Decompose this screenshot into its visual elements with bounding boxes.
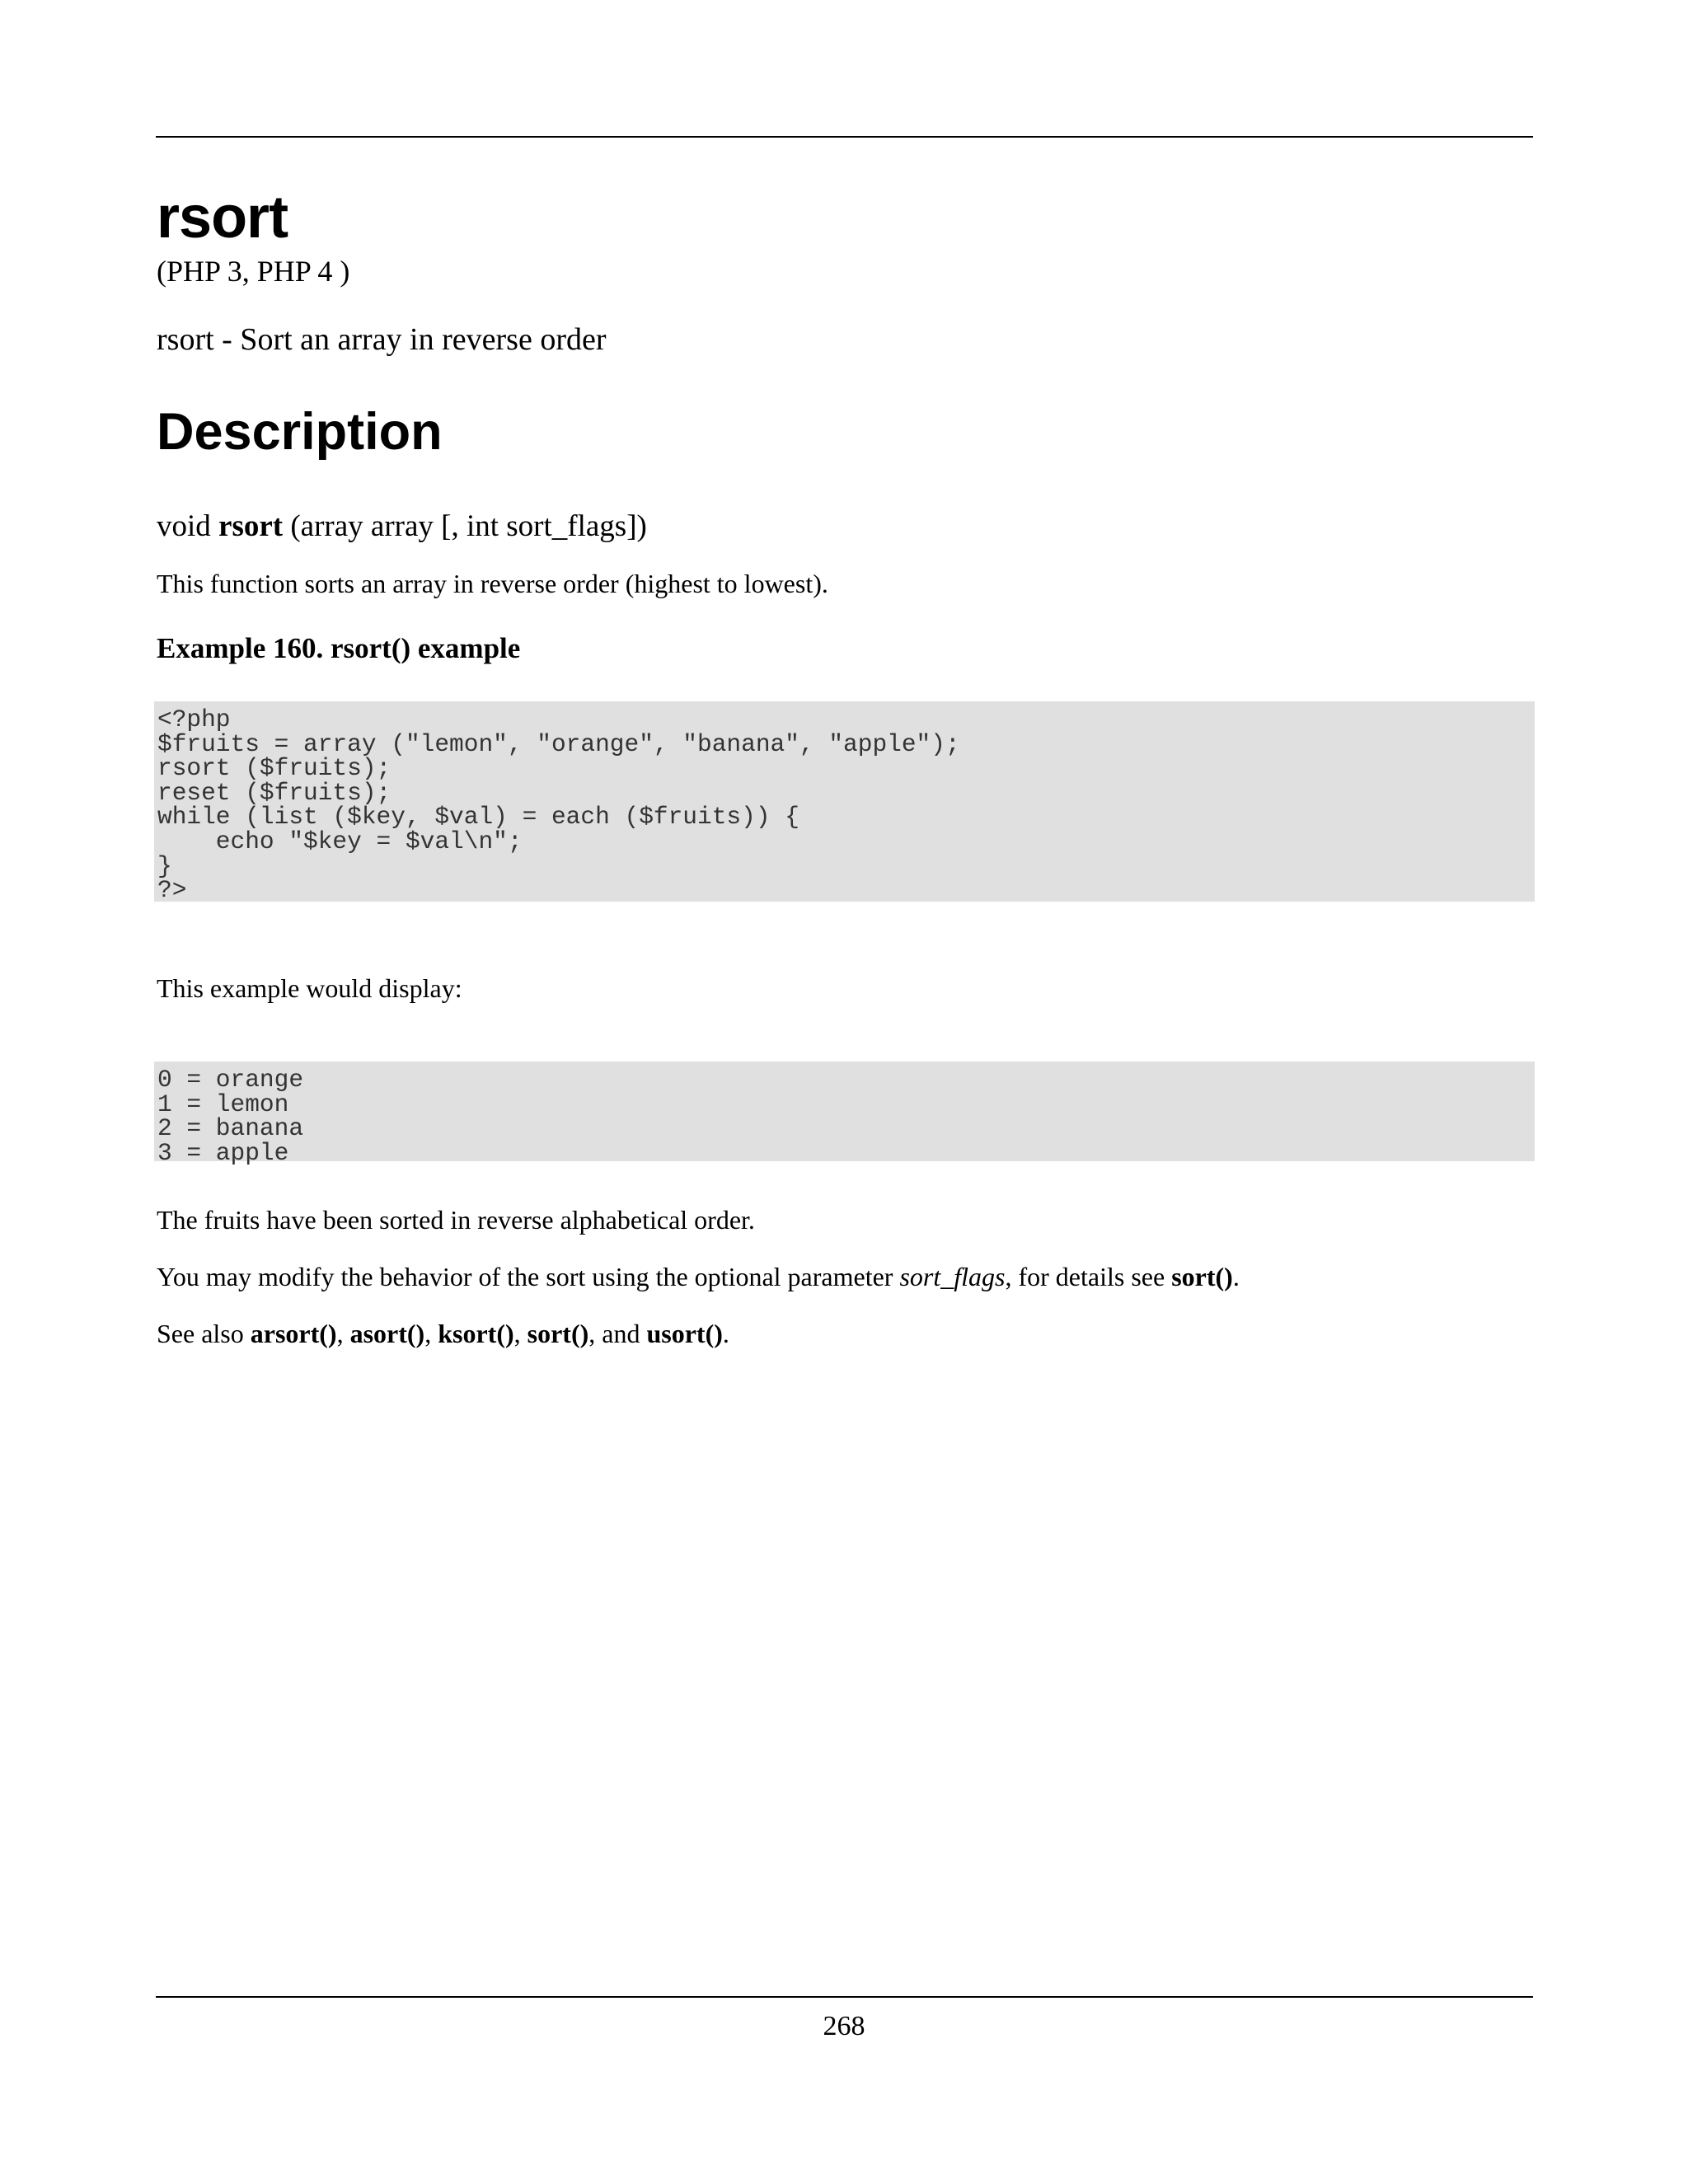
page-number: 268 bbox=[823, 2011, 865, 2041]
example-title: Example 160. rsort() example bbox=[157, 632, 521, 664]
param-sort-flags: sort_flags bbox=[899, 1262, 1006, 1291]
modify-text-middle: , for details see bbox=[1005, 1262, 1172, 1291]
see-also-end: . bbox=[722, 1319, 729, 1348]
separator: , bbox=[513, 1319, 528, 1348]
link-asort[interactable]: asort() bbox=[349, 1319, 425, 1348]
function-params: (array array [, int sort_flags]) bbox=[290, 509, 647, 543]
see-also-paragraph bbox=[157, 1319, 729, 1349]
bottom-rule bbox=[156, 1996, 1533, 1998]
ref-purpose: rsort - Sort an array in reverse order bbox=[157, 322, 607, 357]
separator: , bbox=[424, 1319, 438, 1348]
function-synopsis bbox=[157, 509, 647, 544]
separator: , bbox=[336, 1319, 350, 1348]
function-name: rsort bbox=[218, 509, 284, 543]
page-title: rsort bbox=[157, 185, 288, 251]
link-usort[interactable]: usort() bbox=[646, 1319, 723, 1348]
example-code-block: <?php $fruits = array ("lemon", "orange", "banana", "apple"); rsort ($fruits); reset ($fruits); while (list ($key, $val) = each ($fruits)) { echo "$key = $val\n"; } ?> bbox=[154, 701, 1535, 902]
sorted-note: The fruits have been sorted in reverse alphabetical order. bbox=[157, 1205, 755, 1235]
link-sort[interactable]: sort() bbox=[1171, 1262, 1233, 1291]
intro-paragraph: This function sorts an array in reverse order (highest to lowest). bbox=[157, 569, 828, 598]
description-heading: Description bbox=[157, 403, 443, 461]
display-intro: This example would display: bbox=[157, 973, 462, 1003]
modify-text: You may modify the behavior of the sort using the optional parameter bbox=[157, 1262, 900, 1291]
modify-paragraph bbox=[157, 1262, 1240, 1292]
php-versions: (PHP 3, PHP 4 ) bbox=[157, 255, 350, 288]
link-arsort[interactable]: arsort() bbox=[250, 1319, 337, 1348]
link-sort-2[interactable]: sort() bbox=[527, 1319, 589, 1348]
link-ksort[interactable]: ksort() bbox=[438, 1319, 514, 1348]
see-also-prefix: See also bbox=[157, 1319, 251, 1348]
separator-and: , and bbox=[588, 1319, 647, 1348]
example-output-block: 0 = orange 1 = lemon 2 = banana 3 = apple bbox=[154, 1062, 1535, 1161]
modify-text-end: . bbox=[1232, 1262, 1240, 1291]
return-type: void bbox=[157, 509, 211, 543]
top-rule bbox=[156, 136, 1533, 138]
